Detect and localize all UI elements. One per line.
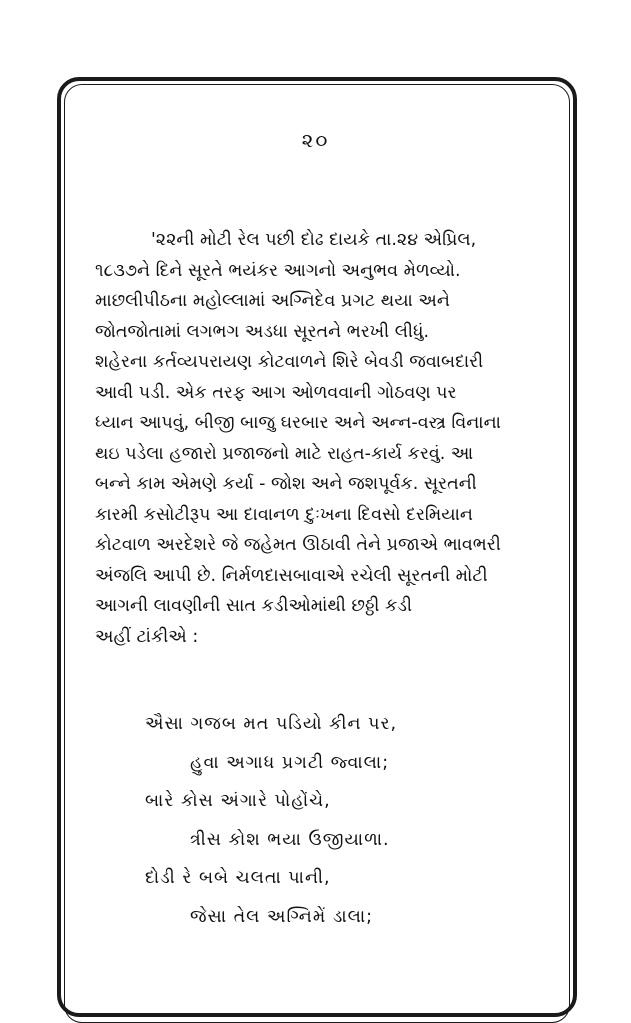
paragraph-line: જોતજોતામાં લગભગ અડધા સૂરતને ભરખી લીધું.: [95, 321, 430, 342]
paragraph-line: માછલીપીઠના મહોલ્લામાં અગ્નિદેવ પ્રગટ થયા અને: [95, 291, 450, 311]
body-paragraph: [95, 225, 569, 652]
paragraph-line: ધ્યાન આપવું, બીજી બાજુ ઘરબાર અને અન્ન-વસ્ત્ર વિનાના: [95, 413, 501, 433]
paragraph-line: આગની લાવણીની સાત કડીઓમાંથી છઠ્ઠી કડી: [95, 596, 412, 616]
paragraph-line: '૨૨ની મોટી રેલ પછી દોઢ દાયકે તા.૨૪ એપ્રિલ,: [151, 230, 477, 250]
paragraph-line: કારમી કસોટીરૂપ આ દાવાનળ દુઃખના દિવસો દરમિયાન: [95, 504, 473, 525]
verse-line: દોડી રે બબે ચલતા પાની,: [145, 868, 331, 888]
paragraph-line: આવી પડી. એક તરફ આગ ઓળવવાની ગોઠવણ પર: [95, 382, 457, 403]
paragraph-line: શહેરના કર્તવ્યપરાયણ કોટવાળને શિરે બેવડી જવાબદારી: [95, 352, 484, 372]
verse-line: ઐસા ગજબ મત પડિયો કીન પર,: [145, 714, 398, 734]
verse-line: હુવા અગાધ પ્રગટી જ્વાલા;: [190, 752, 390, 773]
verse-line: ત્રીસ કોશ ભયા ઉજીયાળા.: [190, 829, 390, 850]
paragraph-line: અંજલિ આપી છે. નિર્મળદાસબાવાએ રચેલી સૂરતની મોટી: [95, 565, 488, 586]
verse-line: જેસા તેલ અગ્નિમેં ડાલા;: [190, 906, 374, 927]
poem-verse: [145, 705, 565, 936]
verse-line: બારે કોસ અંગારે પોહોંચે,: [145, 791, 331, 811]
paragraph-line: અહીં ટાંકીએ :: [95, 626, 199, 647]
page-number: ૨૦: [301, 128, 330, 152]
paragraph-line: કોટવાળ અરદેશરે જે જહેમત ઊઠાવી તેને પ્રજાએ ભાવભરી: [95, 535, 501, 555]
paragraph-line: બન્ને કામ એમણે કર્યા - જોશ અને જશપૂર્વક. સૂરતની: [95, 474, 477, 494]
paragraph-line: થઇ પડેલા હજારો પ્રજાજનો માટે રાહત-કાર્ય કરવું. આ: [95, 443, 474, 464]
paragraph-line: ૧૮૩૭ને દિને સૂરતે ભયંકર આગનો અનુભવ મેળવ્યો.: [95, 260, 461, 281]
